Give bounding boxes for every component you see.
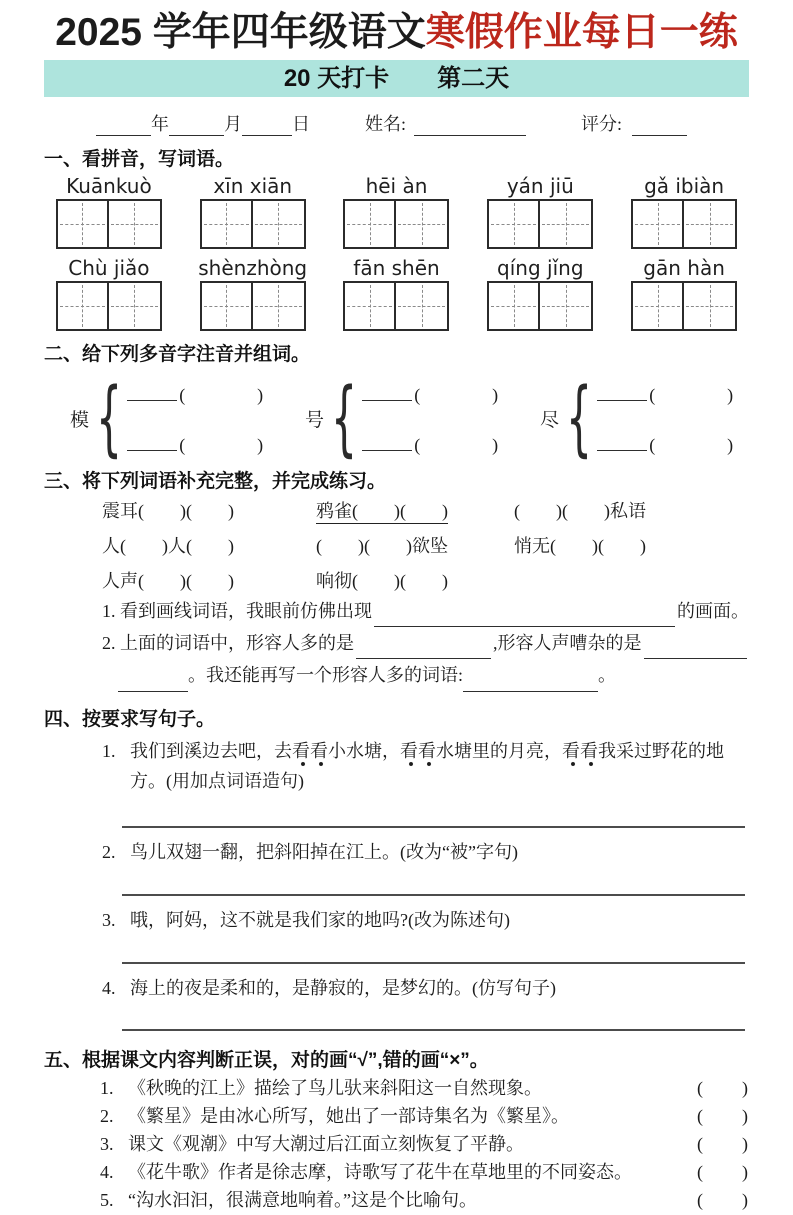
- pinyin-label: xīn xiān: [213, 173, 293, 198]
- item-text: “沟水汩汩，很满意地响着。”这是个比喻句。: [128, 1189, 477, 1210]
- pinyin-label: shènzhòng: [198, 255, 308, 280]
- pinyin-label: Chù jiǎo: [68, 255, 150, 280]
- item-number: 1.: [100, 1078, 114, 1099]
- word-item: 震耳( )( ): [102, 500, 234, 521]
- pinyin-label: Kuānkuò: [66, 173, 152, 198]
- word-paren: ( ): [414, 434, 499, 455]
- pinyin-label: gǎ ibiàn: [644, 173, 725, 198]
- pinyin-blank: [597, 432, 647, 451]
- judge-item-1: [100, 1075, 749, 1103]
- q1-text: 1. 看到画线词语，我眼前仿佛出现: [102, 600, 372, 621]
- pinyin-blank: [362, 432, 412, 451]
- pinyin-blank: [127, 432, 177, 451]
- question-2-line1: [102, 627, 749, 659]
- q2-blank-2b: [118, 673, 188, 692]
- question-number: 3.: [102, 909, 116, 930]
- pinyin-label: qíng jǐng: [497, 255, 584, 280]
- word-item: 悄无( )( ): [514, 535, 646, 556]
- pinyin-blank: [597, 382, 647, 401]
- judge-paren: ( ): [697, 1189, 749, 1210]
- answer-line-2: [122, 894, 745, 896]
- empty-cell: [514, 567, 749, 593]
- sentence-question-3: [102, 906, 749, 936]
- sentence-question-4: [102, 974, 749, 1004]
- word-item: ( )( )欲坠: [316, 535, 448, 556]
- writing-cell: [56, 199, 109, 249]
- item-number: 5.: [100, 1189, 114, 1210]
- judge-item-2: [100, 1103, 749, 1131]
- word-item: 人声( )( ): [102, 570, 234, 591]
- duoyin-char: 号: [305, 410, 325, 432]
- question-text: 哦，阿妈，这不就是我们家的地吗?(改为陈述句): [130, 909, 510, 930]
- day-label: 日: [292, 113, 310, 134]
- writing-cell: [540, 199, 593, 249]
- answer-line-3: [122, 962, 745, 964]
- writing-cell: [396, 281, 449, 331]
- item-text: 《秋晚的江上》描绘了鸟儿驮来斜阳这一自然现象。: [128, 1078, 542, 1099]
- writing-cell: [200, 199, 253, 249]
- score-blank: [632, 117, 687, 136]
- pinyin-label: yán jiū: [506, 173, 574, 198]
- q2-blank-1: [356, 641, 491, 660]
- score-label: 评分:: [581, 113, 623, 134]
- item-number: 2.: [100, 1106, 114, 1127]
- question-number: 4.: [102, 977, 116, 998]
- q-seg: 我采过野花的地方。(用加点词语造句): [130, 740, 724, 791]
- question-2-line2: [118, 659, 749, 691]
- sentence-question-2: [102, 838, 749, 868]
- month-blank: [169, 117, 224, 136]
- duoyin-lines: [127, 381, 263, 457]
- judge-paren: ( ): [697, 1078, 749, 1099]
- pinyin-group: [54, 174, 164, 249]
- q2-blank-2: [644, 641, 748, 660]
- writing-cell: [631, 199, 684, 249]
- question-number: 1.: [102, 740, 116, 761]
- pinyin-group: [54, 256, 164, 331]
- item-text: 《花牛歌》作者是徐志摩，诗歌写了花牛在草地里的不同姿态。: [128, 1161, 632, 1182]
- word-paren: ( ): [179, 384, 264, 405]
- q-seg: 水塘里的月亮，: [436, 740, 562, 761]
- writing-boxes: [198, 199, 308, 249]
- writing-cell: [200, 281, 253, 331]
- judge-paren: ( ): [697, 1161, 749, 1182]
- writing-cell: [109, 199, 162, 249]
- name-label: 姓名:: [365, 113, 407, 134]
- writing-cell: [631, 281, 684, 331]
- writing-cell: [343, 199, 396, 249]
- writing-cell: [487, 199, 540, 249]
- pinyin-group: [342, 174, 452, 249]
- pinyin-group: [198, 174, 308, 249]
- writing-boxes: [629, 281, 739, 331]
- page-title: [44, 6, 749, 57]
- word-item-underline-text: 鸦雀( )( ): [316, 501, 448, 524]
- q2-text-4: 。: [598, 665, 616, 686]
- pinyin-group: [629, 256, 739, 331]
- word-item: ( )( )私语: [514, 500, 646, 521]
- duoyin-line: [127, 381, 263, 407]
- day-blank: [242, 117, 292, 136]
- writing-cell: [109, 281, 162, 331]
- word-completion-grid: [102, 497, 749, 593]
- word-paren: ( ): [649, 384, 734, 405]
- judge-item-5: [100, 1187, 749, 1215]
- writing-boxes: [342, 281, 452, 331]
- writing-cell: [253, 199, 306, 249]
- date-row: [96, 110, 749, 136]
- left-brace: {: [96, 370, 123, 466]
- q-seg: 我们到溪边去吧，去: [130, 740, 292, 761]
- section2-heading: 二、给下列多音字注音并组词。: [44, 343, 311, 365]
- item-text: 《繁星》是由冰心所写，她出了一部诗集名为《繁星》。: [128, 1106, 569, 1127]
- left-brace: {: [566, 370, 593, 466]
- writing-boxes: [485, 281, 595, 331]
- q-seg-dotted: 看看: [562, 741, 598, 767]
- duoyin-line: [127, 431, 263, 457]
- sentence-question-1: [102, 737, 749, 796]
- writing-boxes: [198, 281, 308, 331]
- word-paren: ( ): [649, 434, 734, 455]
- question-number: 2.: [102, 842, 116, 863]
- writing-boxes: [54, 199, 164, 249]
- page-title-red: 寒假作业每日一练: [425, 11, 738, 54]
- page-title-black: 2025 学年四年级语文: [55, 11, 426, 54]
- writing-boxes: [485, 199, 595, 249]
- word-item: 响彻( )( ): [316, 570, 448, 591]
- q-seg-dotted: 看看: [292, 741, 328, 767]
- duoyin-group-jin: [540, 370, 734, 466]
- question-text: 海上的夜是柔和的，是静寂的，是梦幻的。(仿写句子): [130, 977, 556, 998]
- section5-heading: 五、根据课文内容判断正误，对的画“√”,错的画“×”。: [44, 1050, 489, 1072]
- judge-paren: ( ): [697, 1134, 749, 1155]
- question-1: [102, 595, 749, 627]
- judge-paren: ( ): [697, 1106, 749, 1127]
- pinyin-label: hēi àn: [365, 173, 428, 198]
- pinyin-row-1: [44, 174, 749, 249]
- writing-cell: [343, 281, 396, 331]
- year-blank: [96, 117, 151, 136]
- duoyin-line: [597, 431, 733, 457]
- duoyin-char: 尽: [540, 410, 560, 432]
- duoyin-line: [362, 381, 498, 407]
- writing-boxes: [342, 199, 452, 249]
- duoyin-group-mo: [70, 370, 305, 466]
- duoyin-group-hao: [305, 370, 540, 466]
- question-text: 鸟儿双翅一翻，把斜阳掉在江上。(改为“被”字句): [130, 842, 518, 863]
- left-brace: {: [331, 370, 358, 466]
- section1-heading: 一、看拼音，写词语。: [44, 148, 235, 170]
- q-seg-dotted: 看看: [400, 741, 436, 767]
- duoyin-lines: [597, 381, 733, 457]
- writing-cell: [396, 199, 449, 249]
- q2-blank-3: [463, 673, 598, 692]
- day-banner: 20 天打卡 第二天: [44, 60, 749, 97]
- item-number: 3.: [100, 1134, 114, 1155]
- pinyin-group: [342, 256, 452, 331]
- word-item-underlined: [316, 497, 514, 523]
- duoyin-line: [597, 381, 733, 407]
- section3-questions: [102, 595, 749, 692]
- q-seg: 小水塘，: [328, 740, 400, 761]
- pinyin-label: gān hàn: [643, 255, 725, 280]
- pinyin-group: [485, 174, 595, 249]
- question-text: [130, 737, 749, 796]
- duoyin-char: 模: [70, 410, 90, 432]
- judge-item-4: [100, 1159, 749, 1187]
- writing-boxes: [629, 199, 739, 249]
- q1-suffix: 的画面。: [677, 600, 749, 621]
- answer-line-1: [122, 826, 745, 828]
- name-blank: [414, 117, 526, 136]
- q2-text-3: 。我还能再写一个形容人多的词语:: [188, 665, 463, 686]
- pinyin-row-2: [44, 256, 749, 331]
- writing-cell: [56, 281, 109, 331]
- pinyin-group: [485, 256, 595, 331]
- writing-cell: [684, 199, 737, 249]
- word-paren: ( ): [414, 384, 499, 405]
- section4-heading: 四、按要求写句子。: [44, 708, 216, 730]
- word-paren: ( ): [179, 434, 264, 455]
- duoyin-row: [70, 370, 749, 466]
- judge-item-3: [100, 1131, 749, 1159]
- answer-line-4: [122, 1029, 745, 1031]
- pinyin-blank: [362, 382, 412, 401]
- section3-heading: 三、将下列词语补充完整，并完成练习。: [44, 470, 387, 492]
- q1-answer-blank: [374, 608, 675, 627]
- q2-text-1: 2. 上面的词语中，形容人多的是: [102, 633, 354, 654]
- q2-text-2: ,形容人声嘈杂的是: [493, 633, 642, 654]
- word-item: 人( )人( ): [102, 535, 234, 556]
- writing-cell: [540, 281, 593, 331]
- duoyin-line: [362, 431, 498, 457]
- pinyin-blank: [127, 382, 177, 401]
- duoyin-lines: [362, 381, 498, 457]
- item-text: 课文《观潮》中写大潮过后江面立刻恢复了平静。: [128, 1134, 524, 1155]
- year-label: 年: [151, 113, 169, 134]
- writing-boxes: [54, 281, 164, 331]
- item-number: 4.: [100, 1161, 114, 1182]
- pinyin-label: fān shēn: [353, 255, 440, 280]
- writing-cell: [487, 281, 540, 331]
- month-label: 月: [224, 113, 242, 134]
- pinyin-group: [629, 174, 739, 249]
- writing-cell: [253, 281, 306, 331]
- pinyin-group: [198, 256, 308, 331]
- writing-cell: [684, 281, 737, 331]
